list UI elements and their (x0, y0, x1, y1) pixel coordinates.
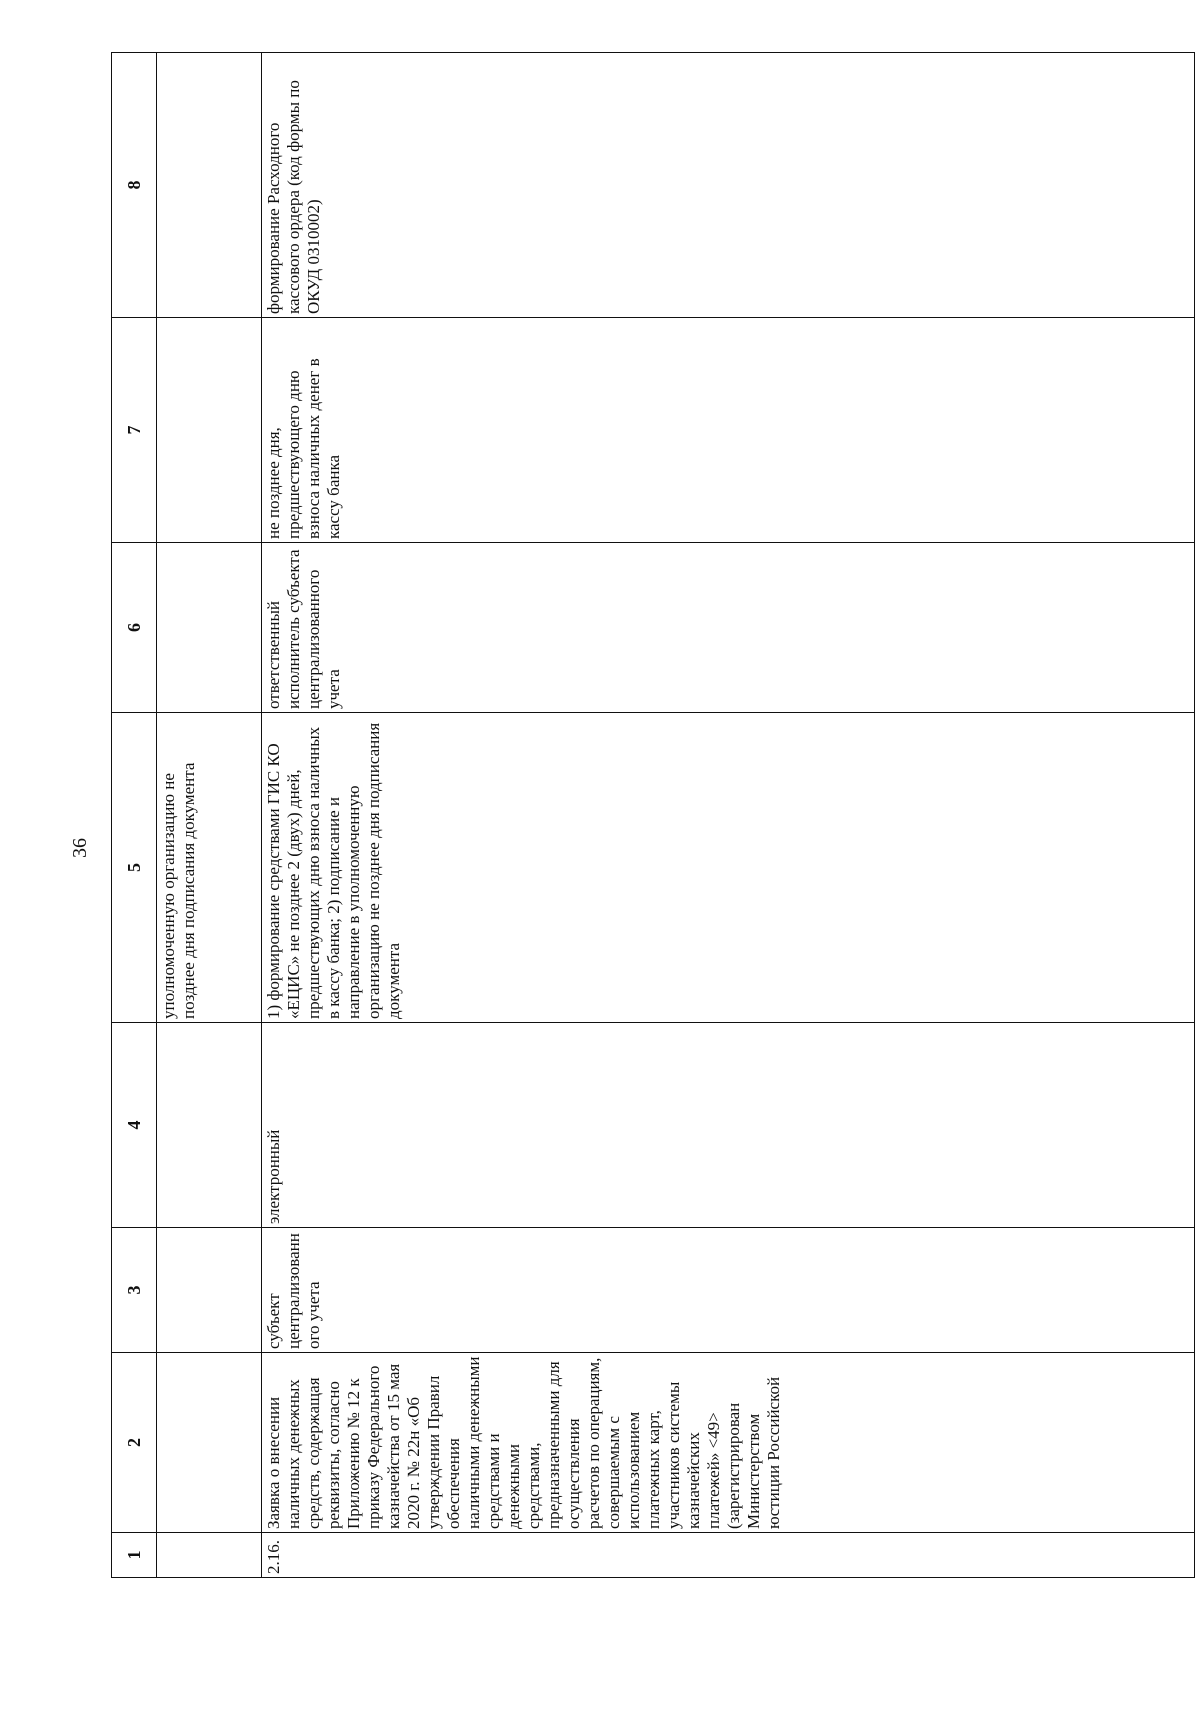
header-col-3: 3 (112, 1228, 157, 1353)
procedure: 1) формирование средствами ГИС КО «ЕЦИС» не позднее 2 (двух) дней, предшествующих дню взноса наличных в кассу банка; 2) подписание и направление в уполномоченную организацию не позднее дня подписания документа (262, 713, 1195, 1023)
cont-cell-3 (157, 1228, 262, 1353)
responsible-person: ответственный исполнитель субъекта централизованного учета (262, 543, 1195, 713)
cont-cell-8 (157, 53, 262, 318)
cont-cell-2 (157, 1353, 262, 1533)
header-col-4: 4 (112, 1023, 157, 1228)
header-col-6: 6 (112, 543, 157, 713)
row-number: 2.16. (262, 1533, 1195, 1578)
cont-cell-6 (157, 543, 262, 713)
header-row (112, 53, 157, 1578)
cont-cell-4 (157, 1023, 262, 1228)
cont-cell-1 (157, 1533, 262, 1578)
deadline: не позднее дня, предшествующего дню взноса наличных денег в кассу банка (262, 318, 1195, 543)
result: формирование Расходного кассового ордера (код формы по ОКУД 0310002) (262, 53, 1195, 318)
continued-row (157, 53, 262, 1578)
document-format: электронный (262, 1023, 1195, 1228)
header-col-8: 8 (112, 53, 157, 318)
header-col-5: 5 (112, 713, 157, 1023)
table-row (262, 53, 1195, 1578)
header-col-1: 1 (112, 1533, 157, 1578)
page-number: 36 (69, 838, 91, 858)
document-creator: субъект централизованного учета (262, 1228, 1195, 1353)
header-col-7: 7 (112, 318, 157, 543)
cont-cell-7 (157, 318, 262, 543)
rotated-table-wrapper (111, 53, 1195, 1578)
cont-cell-procedure: уполномоченную организацию не позднее дня подписания документа (157, 713, 262, 1023)
document-name: Заявка о внесении наличных денежных средств, содержащая реквизиты, согласно Приложению № 12 к приказу Федерального казначейства от 15 мая 2020 г. № 22н «Об утверждении Правил обеспечения наличными денежными средствами и денежными средствами, предназначенными для осуществления расчетов по операциям, совершаемым с использованием платежных карт, участников системы казначейских платежей» <49> (зарегистрирован Министерством юстиции Российской (262, 1353, 1195, 1533)
header-col-2: 2 (112, 1353, 157, 1533)
document-table (111, 52, 1195, 1578)
